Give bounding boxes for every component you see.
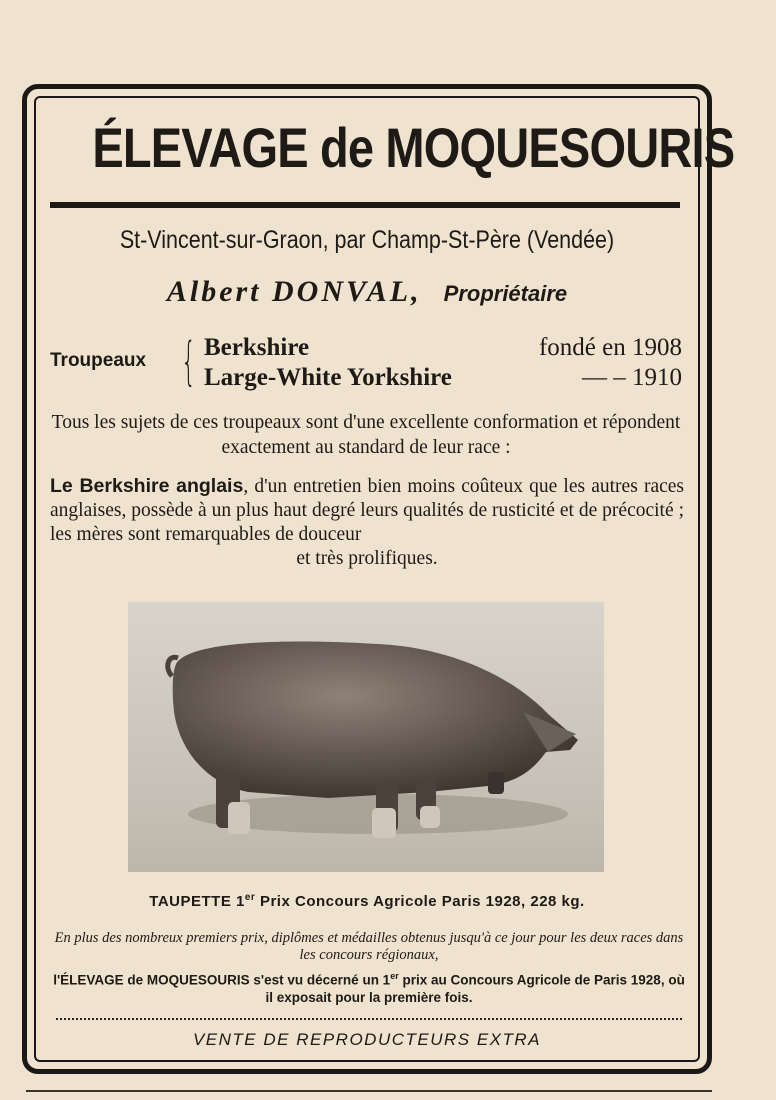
berkshire-last: et très prolifiques. <box>296 548 438 569</box>
bottom-rule <box>26 1090 712 1092</box>
prize-before: l'ÉLEVAGE de MOQUESOURIS s'est vu décerné un 1 <box>53 972 391 988</box>
brace-icon: { <box>181 332 196 392</box>
owner-role: Propriétaire <box>443 281 568 306</box>
founded-large-white: — – 1910 <box>582 364 682 391</box>
founded-berkshire: fondé en 1908 <box>538 334 682 361</box>
berkshire-text: , d'un entretien bien moins coûteux que les autres races anglaises, possède à un plus haut degré leurs qualités de rusticité et de précocité ; les mères sont remarquables de douceur <box>50 476 684 545</box>
intro-paragraph: Tous les sujets de ces troupeaux sont d'une excellente conformation et répondent exactement au standard de leur race : <box>51 412 681 458</box>
prize-sup: er <box>390 971 399 981</box>
breed-berkshire: Berkshire <box>204 334 310 361</box>
pig-illustration <box>128 602 604 872</box>
photo-caption <box>40 892 694 910</box>
awards-note: En plus des nombreux premiers prix, diplômes et médailles obtenus jusqu'à ce jour pour les deux races dans les concours régionaux, <box>54 930 684 963</box>
breed-large-white: Large-White Yorkshire <box>204 364 452 391</box>
caption-rest: Prix Concours Agricole Paris 1928, 228 kg. <box>255 893 585 910</box>
berkshire-paragraph <box>50 474 684 571</box>
page-title: ÉLEVAGE de MOQUESOURIS <box>92 116 735 179</box>
owner-name: Albert DONVAL, <box>166 275 422 308</box>
prize-after: prix au Concours Agricole de Paris 1928, où il exposait pour la première fois. <box>265 972 685 1005</box>
title-rule <box>50 202 680 208</box>
sale-line: VENTE DE REPRODUCTEURS EXTRA <box>192 1030 542 1049</box>
caption-sup: er <box>244 892 256 903</box>
berkshire-lead: Le Berkshire anglais <box>50 475 244 497</box>
prize-note <box>52 968 686 1006</box>
address: St-Vincent-sur-Graon, par Champ-St-Père (Vendée) <box>119 226 615 254</box>
herds-label: Troupeaux <box>50 350 147 371</box>
owner-line <box>40 275 694 309</box>
caption-name: TAUPETTE 1 <box>149 893 245 910</box>
dotted-divider <box>56 1018 682 1020</box>
pig-photo <box>128 602 604 872</box>
